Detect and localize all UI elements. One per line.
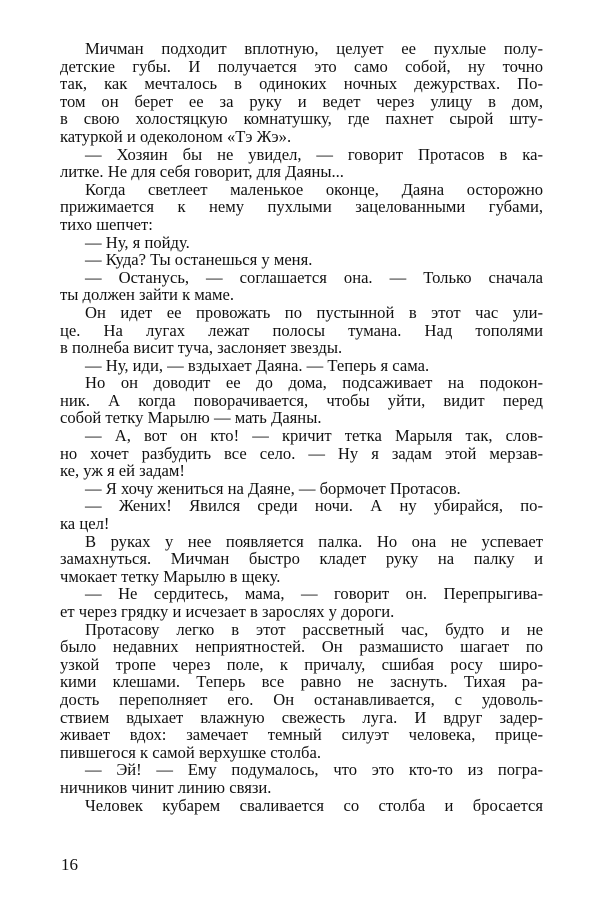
text-line: так, как мечталось в одиноких ночных дежурствах. По- xyxy=(60,74,543,94)
text-line: Человек кубарем сваливается со столба и бросается xyxy=(85,795,543,815)
text-line: — Эй! — Ему подумалось, что это кто-то из погра- xyxy=(85,760,543,780)
text-line: — Ну, иди, — вздыхает Даяна. — Теперь я сама. xyxy=(85,355,430,375)
text-line: но хочет разбудить все село. — Ну я задам этой мерзав- xyxy=(60,443,543,463)
text-line: Он идет ее провожать по пустынной в этот час ули- xyxy=(85,302,543,322)
text-line: — Ну, я пойду. xyxy=(85,232,190,252)
text-line: — Жених! Явился среди ночи. А ну убирайся, по- xyxy=(85,496,543,516)
text-line: — Куда? Ты останешься у меня. xyxy=(85,250,313,270)
text-line: ты должен зайти к маме. xyxy=(60,285,235,305)
text-line: ствием вдыхает влажную свежесть луга. И вдруг задер- xyxy=(60,707,543,727)
text-line: Но он доводит ее до дома, подсаживает на подокон- xyxy=(85,373,543,393)
text-line: ет через грядку и исчезает в зарослях у дороги. xyxy=(60,602,395,621)
text-line: собой тетку Марылю — мать Даяны. xyxy=(60,408,322,428)
text-line: — Останусь, — соглашается она. — Только сначала xyxy=(85,267,543,287)
text-line: детские губы. И получается это само собой, ну точно xyxy=(60,56,543,76)
text-line: ке, уж я ей задам! xyxy=(60,461,185,481)
text-line: ник. А когда поворачивается, чтобы уйти, видит перед xyxy=(60,390,543,410)
body-text xyxy=(60,40,543,814)
text-line: литке. Не для себя говорит, для Даяны... xyxy=(60,162,344,182)
text-line: том он берет ее за руку и ведет через улицу в дом, xyxy=(60,91,543,111)
text-line: кими клешами. Теперь все равно не заснуть. Тихая ра- xyxy=(60,672,543,692)
text-line: замахнуться. Мичман быстро кладет руку на палку и xyxy=(60,549,543,569)
text-line: — Хозяин бы не увидел, — говорит Протасов в ка- xyxy=(85,144,543,164)
text-line: це. На лугах лежат полосы тумана. Над тополями xyxy=(60,320,543,340)
text-line: узкой тропе через поле, к причалу, сшибая росу широ- xyxy=(60,654,543,674)
text-line: живает вдох: замечает темный силуэт человека, прице- xyxy=(60,725,543,745)
text-line: В руках у нее появляется палка. Но она не успевает xyxy=(85,531,543,551)
text-line: ничников чинит линию связи. xyxy=(60,777,272,797)
page-number: 16 xyxy=(61,855,78,874)
text-line: прижимается к нему пухлыми зацелованными губами, xyxy=(60,197,543,217)
text-line: дость переполняет его. Он останавливается, с удоволь- xyxy=(60,689,543,709)
text-line: тихо шепчет: xyxy=(60,214,153,234)
text-line: чмокает тетку Марылю в щеку. xyxy=(60,566,281,586)
text-line: пившегося к самой верхушке столба. xyxy=(60,742,321,762)
text-line: Протасову легко в этот рассветный час, будто и не xyxy=(85,619,543,639)
text-line: катуркой и одеколоном «Тэ Жэ». xyxy=(60,126,292,146)
text-line: Когда светлеет маленькое оконце, Даяна осторожно xyxy=(85,179,543,199)
text-line: — Не сердитесь, мама, — говорит он. Перепрыгива- xyxy=(85,584,543,604)
text-line: было недавних неприятностей. Он размашисто шагает по xyxy=(60,637,543,657)
text-line: Мичман подходит вплотную, целует ее пухлые полу- xyxy=(85,39,543,58)
text-line: — А, вот он кто! — кричит тетка Марыля так, слов- xyxy=(85,426,543,446)
text-line: — Я хочу жениться на Даяне, — бормочет Протасов. xyxy=(85,478,461,498)
text-line: ка цел! xyxy=(60,514,110,534)
text-line: в свою холостяцкую комнатушку, где пахнет сырой шту- xyxy=(60,109,543,129)
text-line: в полнеба висит туча, заслоняет звезды. xyxy=(60,338,343,358)
